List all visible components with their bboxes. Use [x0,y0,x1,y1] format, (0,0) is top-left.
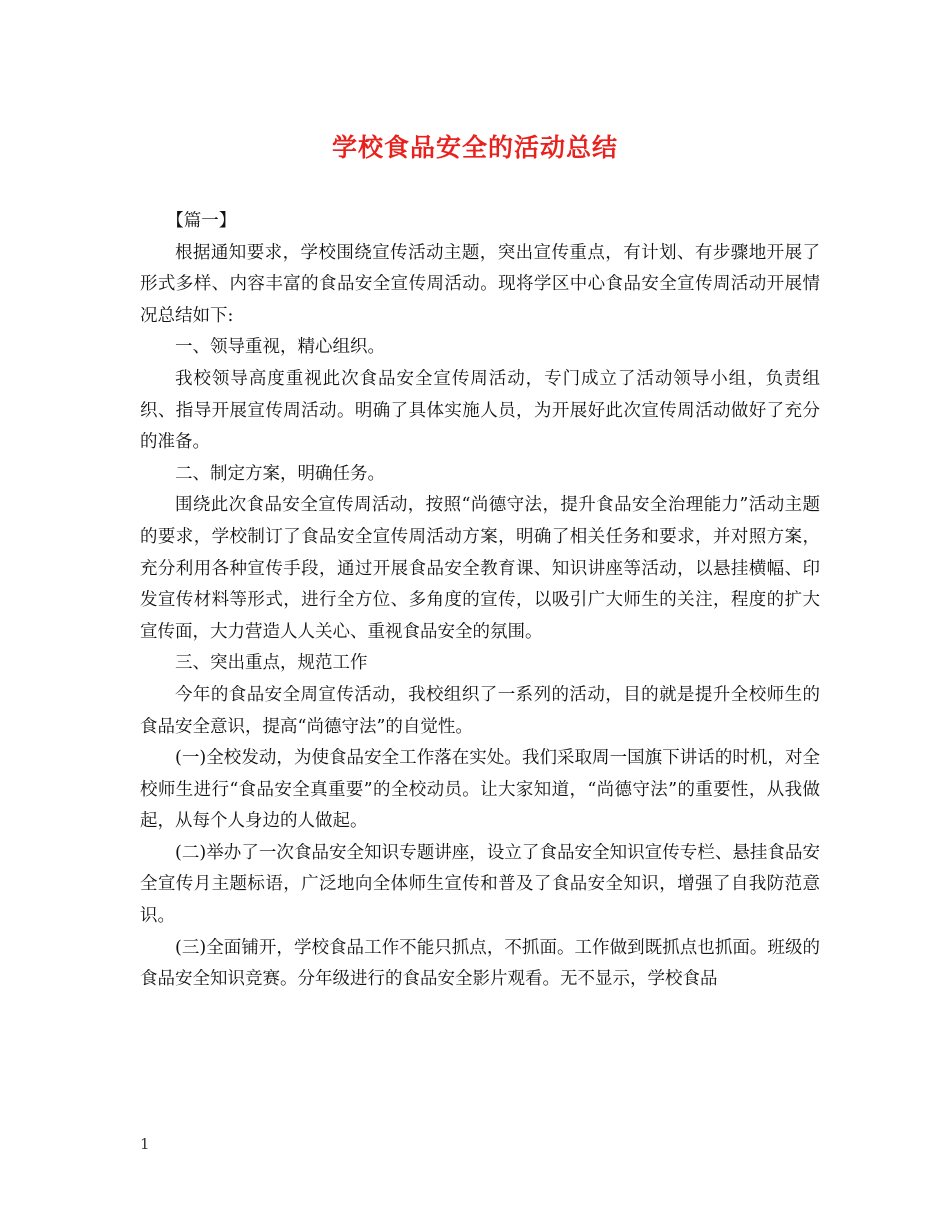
paragraph: (三)全面铺开，学校食品工作不能只抓点，不抓面。工作做到既抓点也抓面。班级的食品安全知识竞赛。分年级进行的食品安全影片观看。无不显示，学校食品 [140,937,820,990]
heading-2: 二、制定方案，明确任务。 [175,463,385,484]
document-title: 学校食品安全的活动总结 [331,133,618,162]
paragraph: (一)全校发动，为使食品安全工作落在实处。我们采取周一国旗下讲话的时机，对全校师生进行“食品安全真重要”的全校动员。让大家知道，“尚德守法”的重要性，从我做起，从每个人身边的人做起。 [140,748,820,832]
page-number: 1 [140,1135,150,1153]
document-body [140,206,820,996]
paragraph: 今年的食品安全周宣传活动，我校组织了一系列的活动，目的就是提升全校师生的食品安全意识，提高“尚德守法”的自觉性。 [140,684,820,737]
heading-1: 一、领导重视，精心组织。 [175,337,385,358]
paragraph: 围绕此次食品安全宣传周活动，按照“尚德守法，提升食品安全治理能力”活动主题的要求，学校制订了食品安全宣传周活动方案，明确了相关任务和要求，并对照方案，充分利用各种宣传手段，通过开展食品安全教育课、知识讲座等活动，以悬挂横幅、印发宣传材料等形式，进行全方位、多角度的宣传，以吸引广大师生的关注，程度的扩大宣传面，大力营造人人关心、重视食品安全的氛围。 [140,495,820,642]
paragraph-intro: 根据通知要求，学校围绕宣传活动主题，突出宣传重点，有计划、有步骤地开展了形式多样、内容丰富的食品安全宣传周活动。现将学区中心食品安全宣传周活动开展情况总结如下: [140,242,820,326]
paragraph: (二)举办了一次食品安全知识专题讲座，设立了食品安全知识宣传专栏、悬挂食品安全宣传月主题标语，广泛地向全体师生宣传和普及了食品安全知识，增强了自我防范意识。 [140,842,820,927]
paragraph: 我校领导高度重视此次食品安全宣传周活动，专门成立了活动领导小组，负责组织、指导开展宣传周活动。明确了具体实施人员，为开展好此次宣传周活动做好了充分的准备。 [140,368,820,453]
section-tag: 【篇一】 [166,211,237,231]
heading-3: 三、突出重点，规范工作 [175,653,368,674]
